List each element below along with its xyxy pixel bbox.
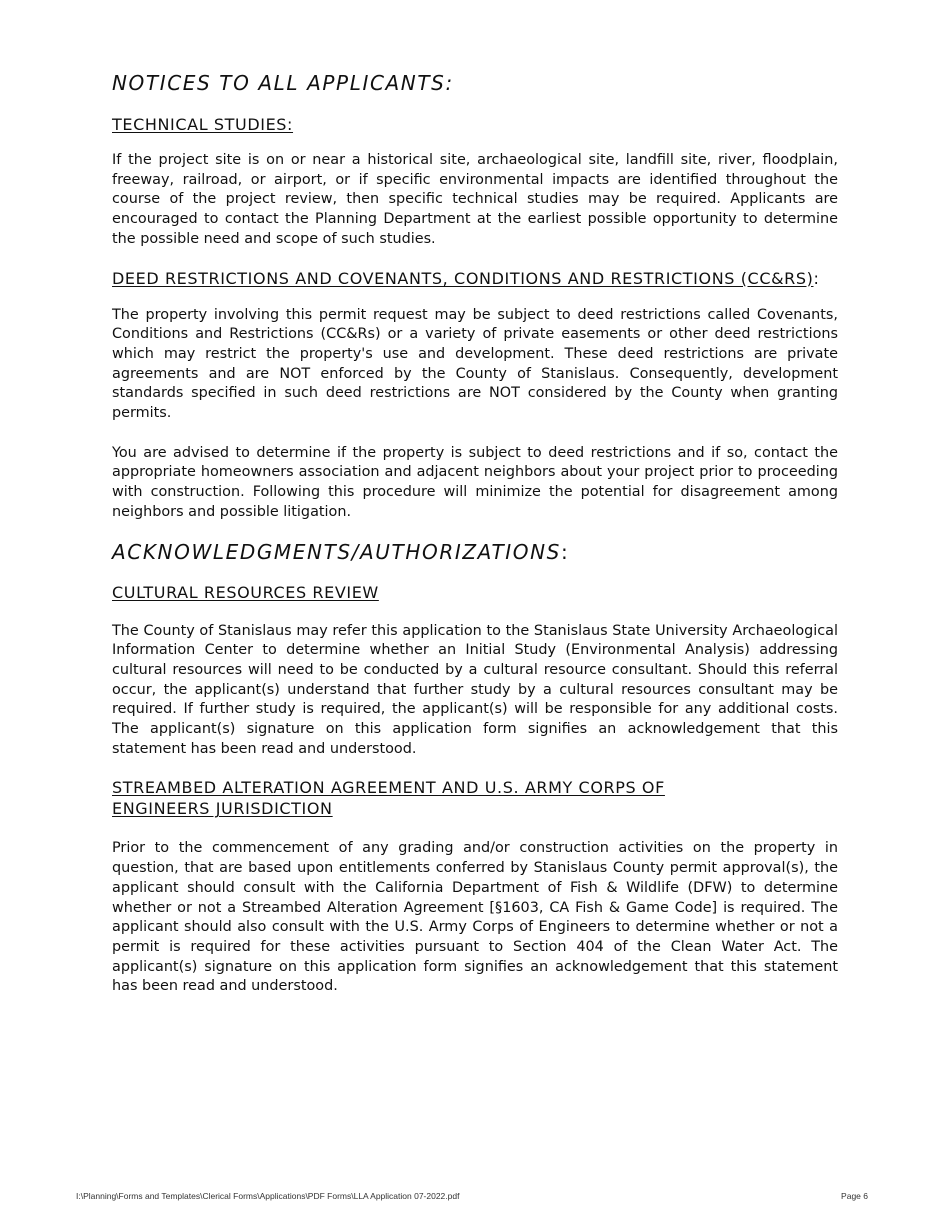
deed-restrictions-paragraph-1: The property involving this permit request may be subject to deed restrictions called Covenants, Conditions and Restrictions (CC&Rs) or a variety of private easements or other deed restrictions which may restrict the property's use and development. These deed restrictions are private agreements and are NOT enforced by the County of Stanislaus. Consequently, development standards specified in such deed restrictions are NOT considered by the County when granting permits. [112, 306, 838, 422]
deed-restrictions-heading [112, 268, 838, 289]
footer-page-number: Page 6 [841, 1191, 868, 1201]
deed-restrictions-heading-colon: : [813, 268, 820, 288]
deed-restrictions-paragraph-2: You are advised to determine if the property is subject to deed restrictions and if so, contact the appropriate homeowners association and adjacent neighbors about your project prior to proceeding with construction. Following this procedure will minimize the potential for disagreement among neighbors and possible litigation. [112, 444, 838, 520]
notices-title: NOTICES TO ALL APPLICANTS: [112, 71, 454, 95]
streambed-heading-line-2: ENGINEERS JURISDICTION [112, 799, 333, 819]
technical-studies-paragraph: If the project site is on or near a historical site, archaeological site, landfill site, river, floodplain, freeway, railroad, or airport, or if specific environmental impacts are identified throughout the course of the project review, then specific technical studies may be required. Applicants are encouraged to contact the Planning Department at the earliest possible opportunity to determine the possible need and scope of such studies. [112, 152, 838, 247]
streambed-paragraph: Prior to the commencement of any grading and/or construction activities on the property in question, that are based upon entitlements conferred by Stanislaus County permit approval(s), the applicant should consult with the California Department of Fish & Wildlife (DFW) to determine whether or not a Streambed Alteration Agreement [§1603, CA Fish & Game Code] is required. The applicant should also consult with the U.S. Army Corps of Engineers to determine whether or not a permit is required for these activities pursuant to Section 404 of the Clean Water Act. The applicant(s) signature on this application form signifies an acknowledgement that this statement has been read and understood. [112, 840, 838, 995]
cultural-resources-paragraph: The County of Stanislaus may refer this application to the Stanislaus State University Archaeological Information Center to determine whether an Initial Study (Environmental Analysis) addressing cultural resources will need to be conducted by a cultural resource consultant. Should this referral occur, the applicant(s) understand that further study by a cultural resources consultant may be required. If further study is required, the applicant(s) will be responsible for any additional costs. The applicant(s) signature on this application form signifies an acknowledgement that this statement has been read and understood. [112, 622, 838, 757]
technical-studies-heading [112, 114, 838, 135]
page-content [112, 70, 838, 997]
footer-file-path: I:\Planning\Forms and Templates\Clerical Forms\Applications\PDF Forms\LLA Application 07-2022.pdf [76, 1191, 460, 1201]
streambed-heading-line-1: STREAMBED ALTERATION AGREEMENT AND U.S. ARMY CORPS OF [112, 778, 665, 798]
acknowledgments-title [112, 539, 838, 565]
cultural-resources-heading-text: CULTURAL RESOURCES REVIEW [112, 582, 379, 602]
cultural-resources-heading [112, 582, 838, 603]
streambed-heading [112, 777, 838, 819]
deed-restrictions-heading-text: DEED RESTRICTIONS AND COVENANTS, CONDITIONS AND RESTRICTIONS (CC&RS) [112, 268, 814, 288]
acknowledgments-title-text: ACKNOWLEDGMENTS/AUTHORIZATIONS [112, 539, 561, 564]
acknowledgments-title-colon: : [560, 539, 570, 564]
technical-studies-heading-text: TECHNICAL STUDIES: [112, 115, 294, 134]
